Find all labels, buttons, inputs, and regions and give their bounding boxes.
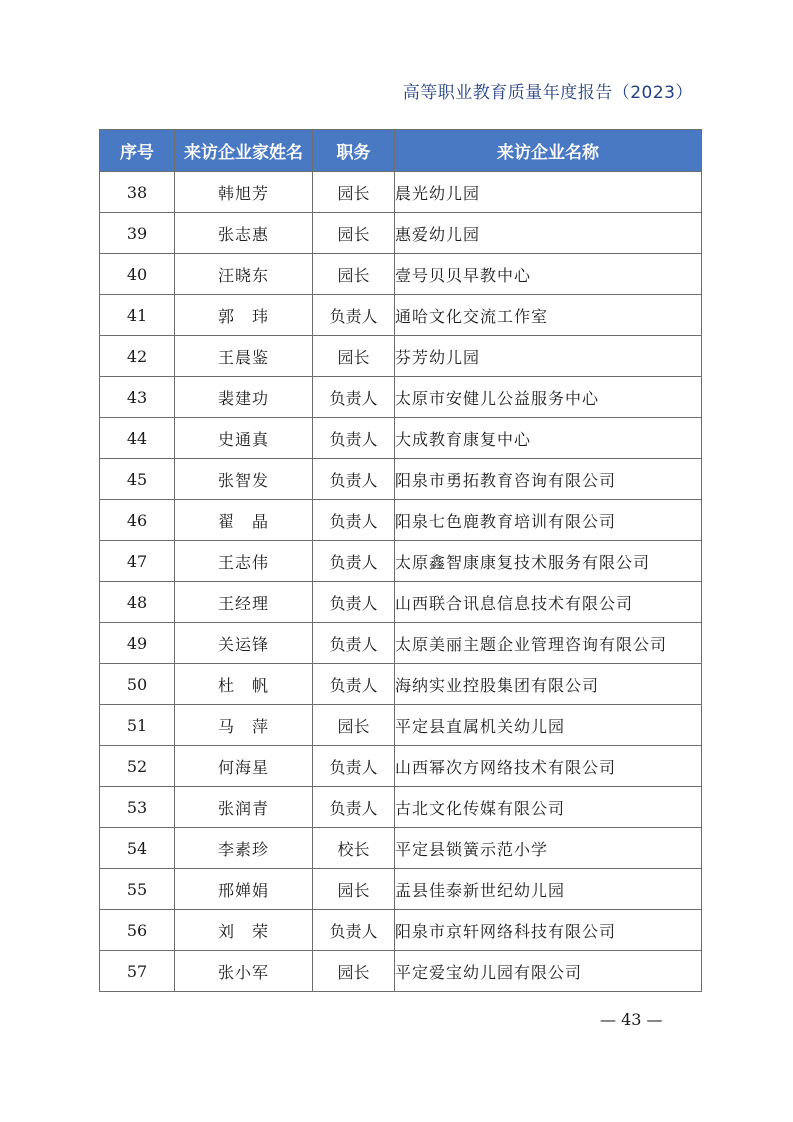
company-name-cell: 山西联合讯息信息技术有限公司 [395, 582, 702, 623]
visitor-name-cell: 李素珍 [175, 828, 313, 869]
visitor-name-cell: 张润青 [175, 787, 313, 828]
column-header-visitor-name: 来访企业家姓名 [175, 130, 313, 172]
table-row [100, 664, 702, 705]
table-row [100, 500, 702, 541]
position-cell: 园长 [313, 336, 395, 377]
row-number-cell: 57 [100, 951, 175, 992]
visitor-name-cell: 马 萍 [175, 705, 313, 746]
position-cell: 负责人 [313, 459, 395, 500]
position-cell: 负责人 [313, 746, 395, 787]
table-row [100, 459, 702, 500]
position-cell: 负责人 [313, 910, 395, 951]
table-header-row [100, 130, 702, 172]
visitor-name-cell: 何海星 [175, 746, 313, 787]
position-cell: 园长 [313, 254, 395, 295]
company-name-cell: 大成教育康复中心 [395, 418, 702, 459]
row-number-cell: 46 [100, 500, 175, 541]
visitor-name-cell: 汪晓东 [175, 254, 313, 295]
table-row [100, 746, 702, 787]
visitor-name-cell: 韩旭芳 [175, 172, 313, 213]
report-header-title: 高等职业教育质量年度报告（2023） [402, 83, 693, 103]
position-cell: 负责人 [313, 541, 395, 582]
position-cell: 校长 [313, 828, 395, 869]
company-name-cell: 平定爱宝幼儿园有限公司 [395, 951, 702, 992]
row-number-cell: 43 [100, 377, 175, 418]
company-name-cell: 太原美丽主题企业管理咨询有限公司 [395, 623, 702, 664]
visitor-name-cell: 郭 玮 [175, 295, 313, 336]
table-row [100, 828, 702, 869]
table-row [100, 213, 702, 254]
company-name-cell: 海纳实业控股集团有限公司 [395, 664, 702, 705]
visitor-name-cell: 王志伟 [175, 541, 313, 582]
position-cell: 负责人 [313, 295, 395, 336]
row-number-cell: 56 [100, 910, 175, 951]
visitor-name-cell: 王经理 [175, 582, 313, 623]
row-number-cell: 50 [100, 664, 175, 705]
row-number-cell: 49 [100, 623, 175, 664]
visitor-name-cell: 杜 帆 [175, 664, 313, 705]
column-header-position: 职务 [313, 130, 395, 172]
position-cell: 负责人 [313, 418, 395, 459]
table-row [100, 172, 702, 213]
company-name-cell: 平定县直属机关幼儿园 [395, 705, 702, 746]
table-row [100, 377, 702, 418]
position-cell: 园长 [313, 213, 395, 254]
row-number-cell: 52 [100, 746, 175, 787]
company-name-cell: 惠爱幼儿园 [395, 213, 702, 254]
visitor-name-cell: 史通真 [175, 418, 313, 459]
table-row [100, 254, 702, 295]
column-header-number: 序号 [100, 130, 175, 172]
position-cell: 园长 [313, 172, 395, 213]
row-number-cell: 45 [100, 459, 175, 500]
visitor-name-cell: 裴建功 [175, 377, 313, 418]
company-name-cell: 太原市安健儿公益服务中心 [395, 377, 702, 418]
row-number-cell: 38 [100, 172, 175, 213]
position-cell: 负责人 [313, 623, 395, 664]
table-row [100, 541, 702, 582]
row-number-cell: 47 [100, 541, 175, 582]
table-row [100, 418, 702, 459]
company-name-cell: 盂县佳泰新世纪幼儿园 [395, 869, 702, 910]
visitor-name-cell: 张小军 [175, 951, 313, 992]
position-cell: 负责人 [313, 377, 395, 418]
visitor-name-cell: 关运锋 [175, 623, 313, 664]
visitor-name-cell: 张志惠 [175, 213, 313, 254]
row-number-cell: 44 [100, 418, 175, 459]
row-number-cell: 53 [100, 787, 175, 828]
position-cell: 园长 [313, 705, 395, 746]
position-cell: 负责人 [313, 787, 395, 828]
table-row [100, 705, 702, 746]
table-row [100, 869, 702, 910]
position-cell: 负责人 [313, 582, 395, 623]
table-row [100, 787, 702, 828]
table-row [100, 582, 702, 623]
visitor-name-cell: 翟 晶 [175, 500, 313, 541]
visitor-name-cell: 张智发 [175, 459, 313, 500]
row-number-cell: 55 [100, 869, 175, 910]
row-number-cell: 40 [100, 254, 175, 295]
table-row [100, 623, 702, 664]
page-number: — 43 — [600, 1010, 663, 1029]
company-name-cell: 阳泉市勇拓教育咨询有限公司 [395, 459, 702, 500]
table-row [100, 910, 702, 951]
table-row [100, 336, 702, 377]
row-number-cell: 51 [100, 705, 175, 746]
position-cell: 负责人 [313, 664, 395, 705]
visitor-name-cell: 刘 荣 [175, 910, 313, 951]
table-row [100, 295, 702, 336]
company-name-cell: 阳泉七色鹿教育培训有限公司 [395, 500, 702, 541]
position-cell: 负责人 [313, 500, 395, 541]
company-name-cell: 壹号贝贝早教中心 [395, 254, 702, 295]
company-name-cell: 平定县锁簧示范小学 [395, 828, 702, 869]
table-row [100, 951, 702, 992]
company-name-cell: 古北文化传媒有限公司 [395, 787, 702, 828]
position-cell: 园长 [313, 951, 395, 992]
position-cell: 园长 [313, 869, 395, 910]
visitor-name-cell: 邢婵娟 [175, 869, 313, 910]
company-name-cell: 通哈文化交流工作室 [395, 295, 702, 336]
row-number-cell: 48 [100, 582, 175, 623]
company-name-cell: 晨光幼儿园 [395, 172, 702, 213]
visitor-name-cell: 王晨鉴 [175, 336, 313, 377]
company-name-cell: 山西幂次方网络技术有限公司 [395, 746, 702, 787]
column-header-company-name: 来访企业名称 [395, 130, 702, 172]
row-number-cell: 39 [100, 213, 175, 254]
visitor-table [99, 129, 702, 992]
company-name-cell: 太原鑫智康康复技术服务有限公司 [395, 541, 702, 582]
row-number-cell: 42 [100, 336, 175, 377]
company-name-cell: 阳泉市京轩网络科技有限公司 [395, 910, 702, 951]
row-number-cell: 41 [100, 295, 175, 336]
company-name-cell: 芬芳幼儿园 [395, 336, 702, 377]
row-number-cell: 54 [100, 828, 175, 869]
